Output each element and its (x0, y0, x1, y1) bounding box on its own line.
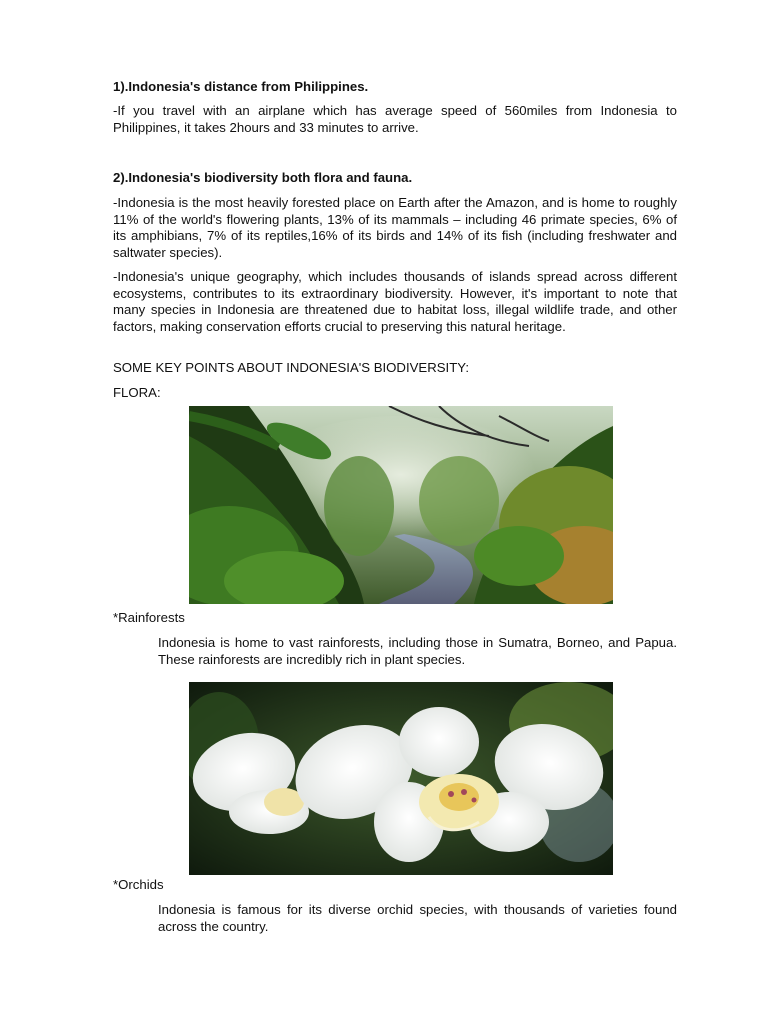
rainforests-label: *Rainforests (113, 610, 185, 625)
key-points-heading: SOME KEY POINTS ABOUT INDONESIA'S BIODIVERSITY: (113, 360, 469, 375)
rainforests-text: Indonesia is home to vast rainforests, including those in Sumatra, Borneo, and Papua. These rainforests are incredibly rich in plant species. (158, 635, 677, 667)
section2-heading: 2).Indonesia's biodiversity both flora and fauna. (113, 170, 413, 185)
section1-heading: 1).Indonesia's distance from Philippines. (113, 79, 369, 94)
orchids-label: *Orchids (113, 877, 164, 892)
orchids-text: Indonesia is famous for its diverse orchid species, with thousands of varieties found across the country. (158, 902, 677, 934)
section2-paragraph-1: -Indonesia is the most heavily forested place on Earth after the Amazon, and is home to roughly 11% of the world's flowering plants, 13% of its mammals – including 46 primate species, 6% of its amphibians, 7% of its reptiles,16% of its birds and 14% of its fish (including freshwater and saltwater species). (113, 195, 677, 260)
orchid-photo (189, 682, 613, 875)
section1-text: -If you travel with an airplane which has average speed of 560miles from Indonesia to Philippines, it takes 2hours and 33 minutes to arrive. (113, 103, 677, 135)
flora-label: FLORA: (113, 385, 161, 400)
rainforest-photo (189, 406, 613, 604)
section2-paragraph-2: -Indonesia's unique geography, which includes thousands of islands spread across different ecosystems, contributes to its extraordinary biodiversity. However, it's important to note that many species in Indonesia are threatened due to habitat loss, illegal wildlife trade, and other factors, making conservation efforts crucial to preserving this natural heritage. (113, 269, 677, 334)
